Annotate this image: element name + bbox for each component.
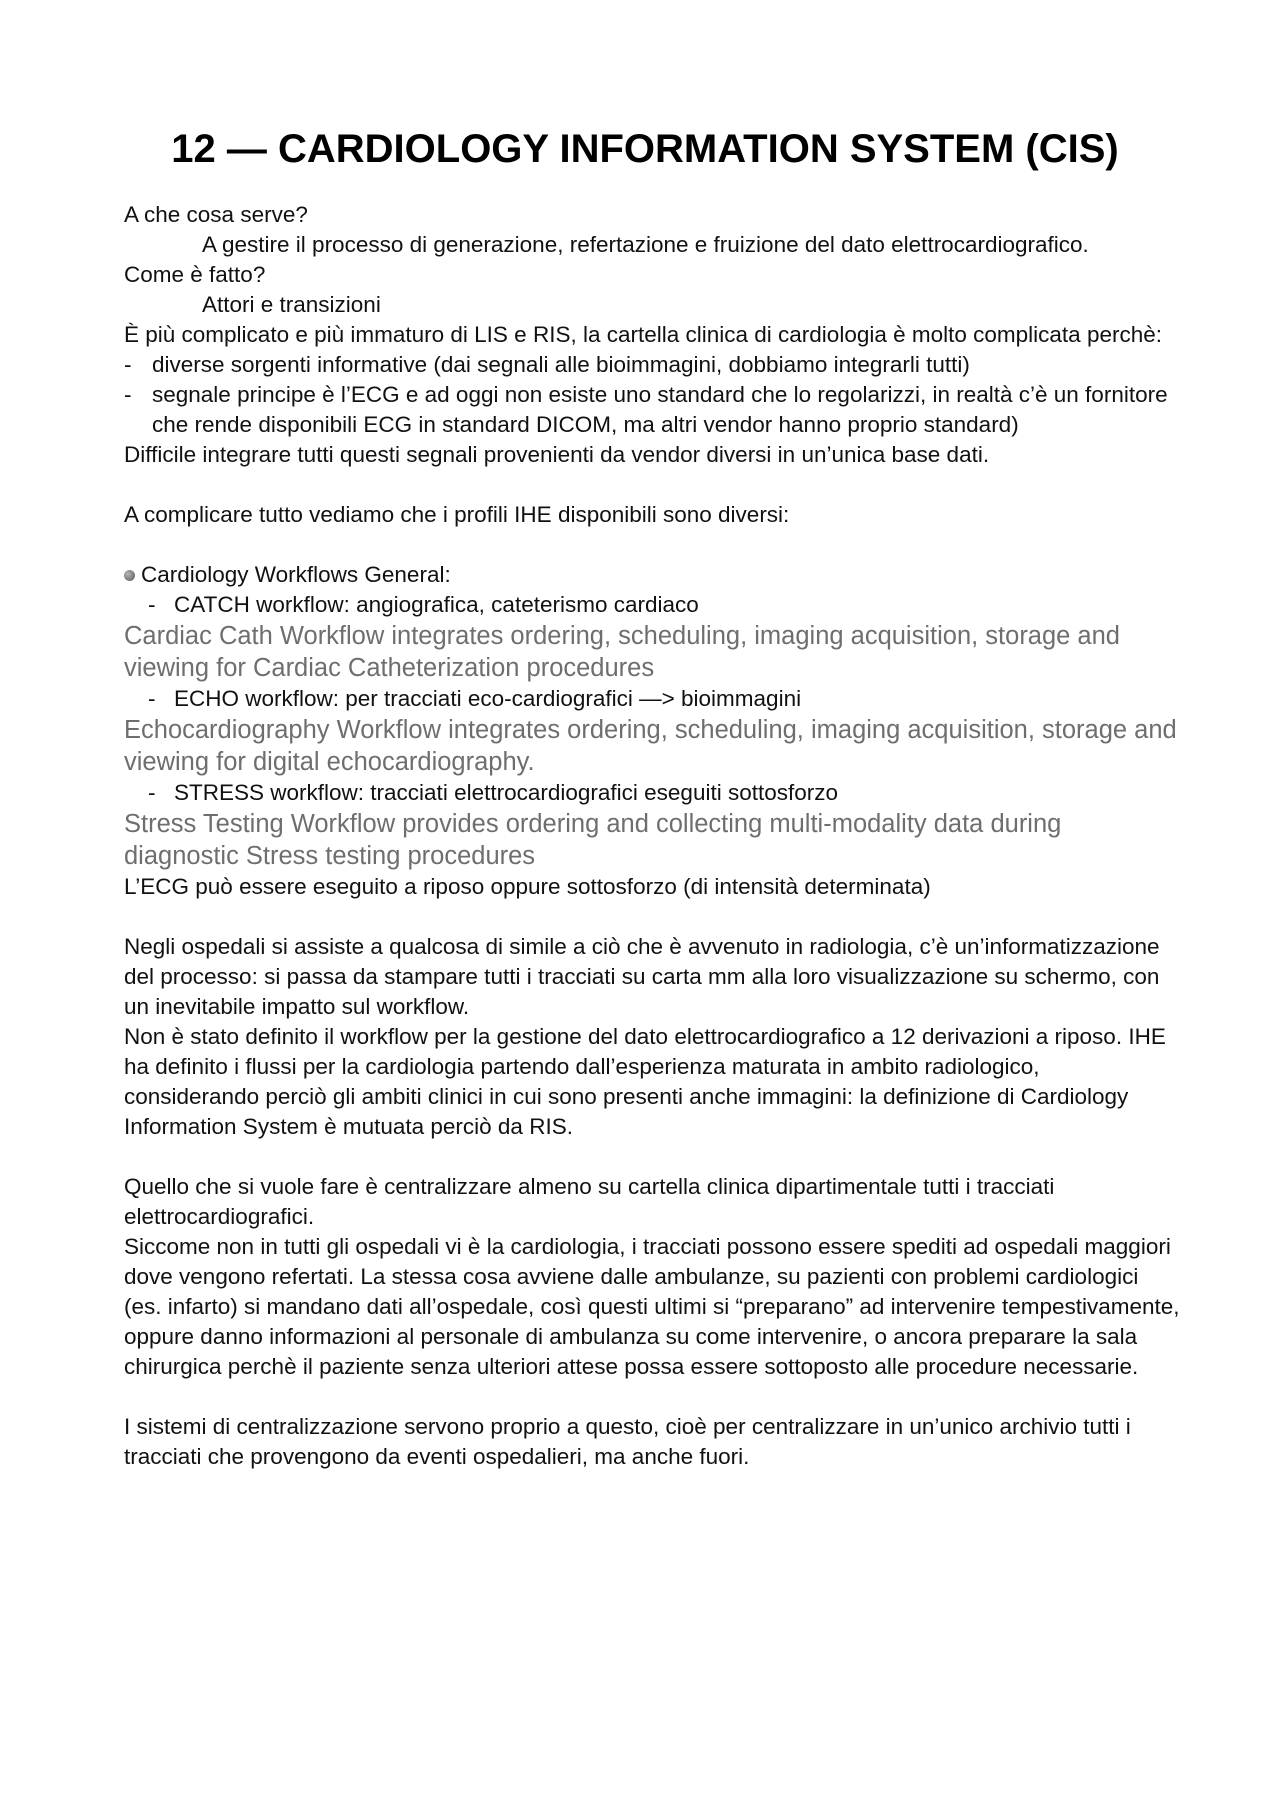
ecg-note: L’ECG può essere eseguito a riposo oppure sottosforzo (di intensità determinata): [124, 874, 931, 899]
workflow-description: Echocardiography Workflow integrates ordering, scheduling, imaging acquisition, storage and viewing for digital echocardiography.: [124, 716, 1177, 776]
list-item: [124, 350, 1180, 380]
workflow-description: Cardiac Cath Workflow integrates ordering, scheduling, imaging acquisition, storage and viewing for Cardiac Catheterization procedures: [124, 622, 1120, 682]
answer-structure: Attori e transizioni: [202, 292, 381, 317]
dash-marker: -: [148, 686, 156, 711]
spacer: [124, 902, 1180, 932]
grey-sphere-bullet-icon: [124, 570, 135, 581]
workflow-description: Stress Testing Workflow provides ordering and collecting multi-modality data during diagnostic Stress testing procedures: [124, 810, 1062, 870]
spacer: [124, 530, 1180, 560]
workflow-item-echo: [124, 684, 1180, 714]
reasons-list: [124, 350, 1180, 440]
spacer: [124, 470, 1180, 500]
workflow-label: STRESS workflow: tracciati elettrocardiografici eseguiti sottosforzo: [174, 780, 839, 805]
answer-purpose: A gestire il processo di generazione, refertazione e fruizione del dato elettrocardiografico.: [202, 232, 1089, 257]
workflows-heading: [124, 560, 1180, 590]
page-title: 12 — CARDIOLOGY INFORMATION SYSTEM (CIS): [171, 127, 1119, 171]
dash-marker: -: [124, 352, 132, 377]
intro-paragraph: È più complicato e più immaturo di LIS e RIS, la cartella clinica di cardiologia è molto complicata perchè:: [124, 322, 1162, 347]
list-item-text: segnale principe è l’ECG e ad oggi non esiste uno standard che lo regolarizzi, in realtà c’è un fornitore che rende disponibili ECG in standard DICOM, ma altri vendor hanno proprio standard): [152, 382, 1168, 437]
difficile-paragraph: Difficile integrare tutti questi segnali provenienti da vendor diversi in un’unica base dati.: [124, 442, 990, 467]
workflow-label: CATCH workflow: angiografica, cateterismo cardiaco: [174, 592, 699, 617]
dash-marker: -: [124, 382, 132, 407]
question-structure: Come è fatto?: [124, 262, 266, 287]
workflow-label: ECHO workflow: per tracciati eco-cardiografici —> bioimmagini: [174, 686, 802, 711]
paragraph-sistemi: I sistemi di centralizzazione servono proprio a questo, cioè per centralizzare in un’unico archivio tutti i tracciati che provengono da eventi ospedalieri, ma anche fuori.: [124, 1414, 1131, 1469]
question-purpose: A che cosa serve?: [124, 202, 308, 227]
paragraph-ospedali: Negli ospedali si assiste a qualcosa di simile a ciò che è avvenuto in radiologia, c’è un’informatizzazione del processo: si passa da stampare tutti i tracciati su carta mm alla loro visualizzazione su schermo, con un inevitabile impatto sul workflow.: [124, 934, 1160, 1019]
list-item-text: diverse sorgenti informative (dai segnali alle bioimmagini, dobbiamo integrarli tutti): [152, 352, 970, 377]
dash-marker: -: [148, 592, 156, 617]
profili-intro: A complicare tutto vediamo che i profili IHE disponibili sono diversi:: [124, 502, 790, 527]
workflow-item-catch: [124, 590, 1180, 620]
dash-marker: -: [148, 780, 156, 805]
paragraph-siccome: Siccome non in tutti gli ospedali vi è la cardiologia, i tracciati possono essere spediti ad ospedali maggiori dove vengono refertati. La stessa cosa avviene dalle ambulanze, su pazienti con problemi cardiologici (es. infarto) si mandano dati all’ospedale, così questi ultimi si “preparano” ad intervenire tempestivamente, oppure danno informazioni al personale di ambulanza su come intervenire, o ancora preparare la sala chirurgica perchè il paziente senza ulteriori attese possa essere sottoposto alle procedure necessarie.: [124, 1234, 1180, 1379]
workflow-item-stress: [124, 778, 1180, 808]
spacer: [124, 1142, 1180, 1172]
paragraph-workflow: Non è stato definito il workflow per la gestione del dato elettrocardiografico a 12 derivazioni a riposo. IHE ha definito i flussi per la cardiologia partendo dall’esperienza maturata in ambito radiologico, considerando perciò gli ambiti clinici in cui sono presenti anche immagini: la definizione di Cardiology Information System è mutuata perciò da RIS.: [124, 1024, 1166, 1139]
workflows-heading-text: Cardiology Workflows General:: [141, 562, 451, 587]
list-item: [124, 380, 1180, 440]
paragraph-centralizzare: Quello che si vuole fare è centralizzare almeno su cartella clinica dipartimentale tutti i tracciati elettrocardiografici.: [124, 1174, 1055, 1229]
spacer: [124, 1382, 1180, 1412]
